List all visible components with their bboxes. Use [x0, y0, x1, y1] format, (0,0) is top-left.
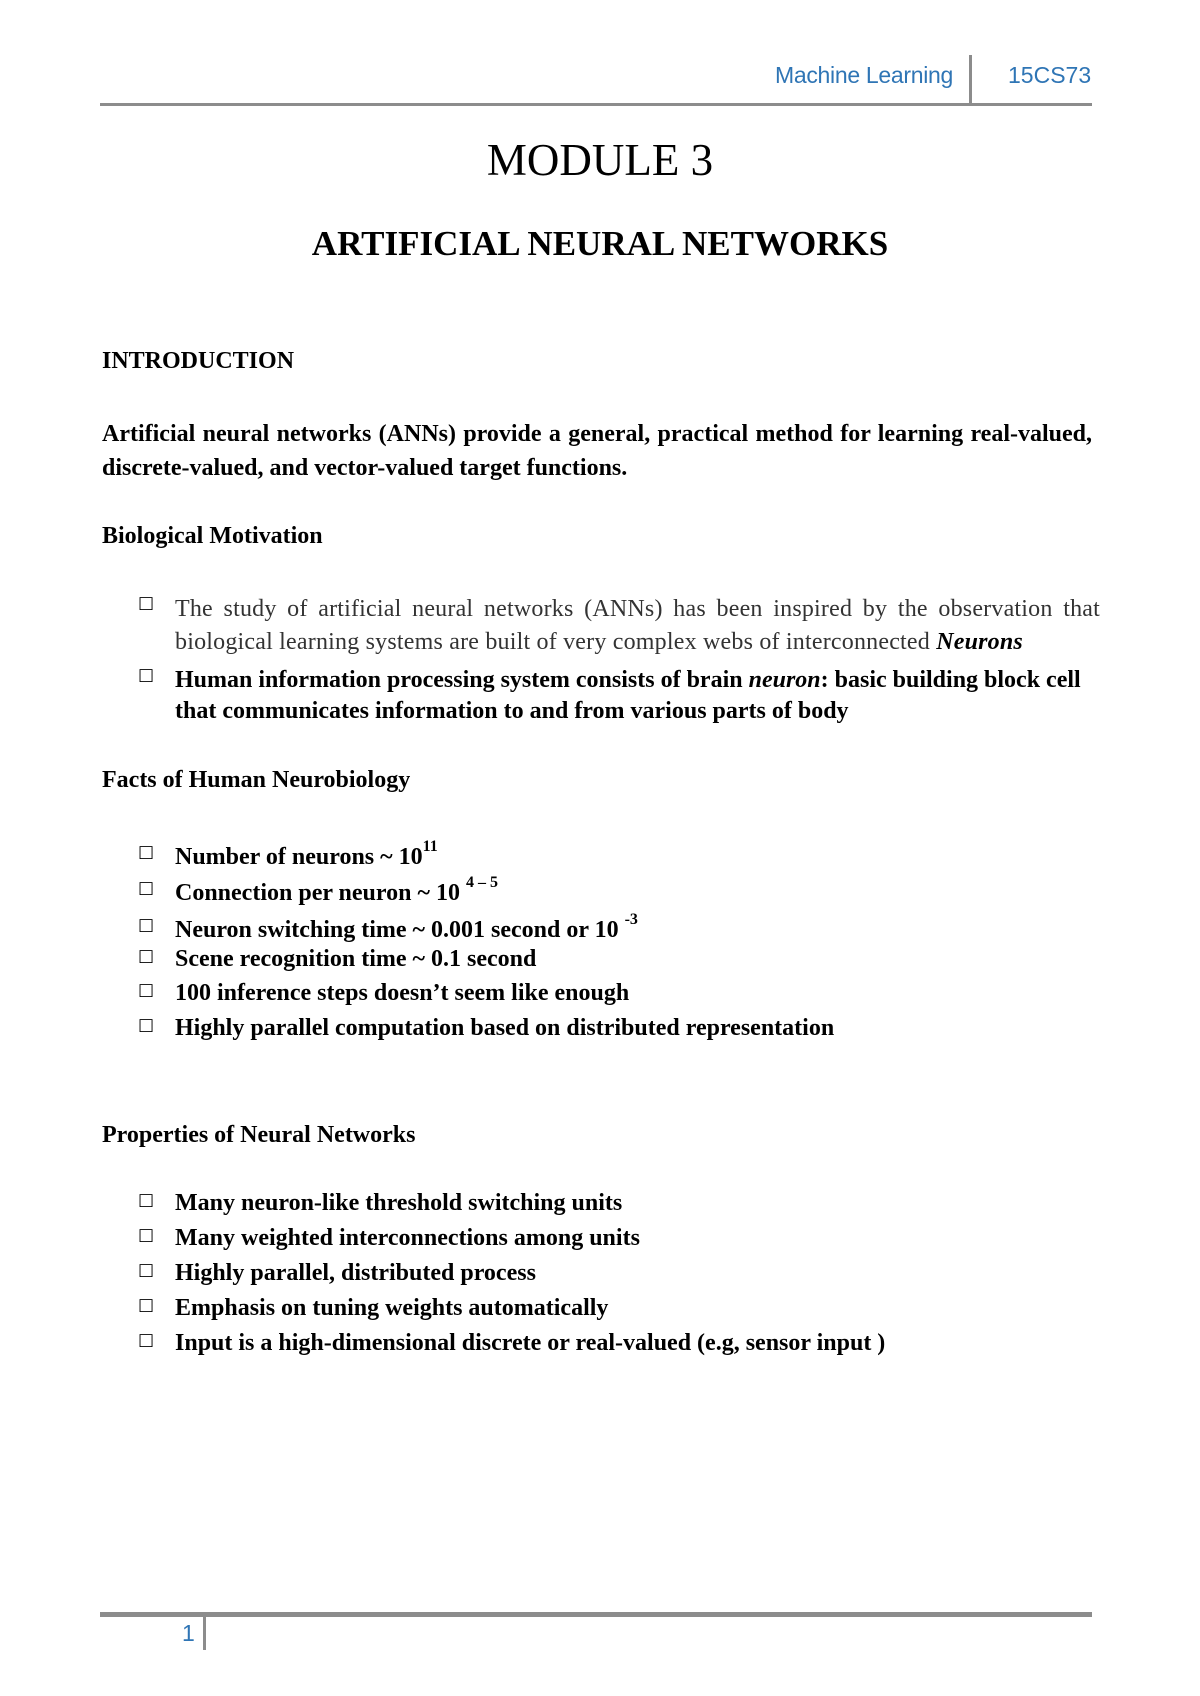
bullet-icon: □	[138, 665, 155, 685]
list-item-text: Highly parallel, distributed process	[175, 1260, 536, 1286]
module-title: MODULE 3	[486, 135, 714, 185]
bullet-icon: □	[138, 1295, 155, 1315]
bullet-icon: □	[138, 980, 155, 1000]
bullet-icon: □	[138, 593, 155, 613]
header-divider	[969, 55, 972, 103]
bullet-icon: □	[138, 1330, 155, 1350]
list-item-text: Connection per neuron ~ 10 $^{4 - 5}$	[175, 874, 498, 906]
list-item-text: Number of neurons ~ $10^{11}$	[175, 838, 438, 870]
properties-heading: Properties of Neural Networks	[102, 1122, 416, 1148]
list-item-text: Highly parallel computation based on distributed representation	[175, 1015, 835, 1041]
list-item-text: Many weighted interconnections among units	[175, 1225, 640, 1251]
facts-heading: Facts of Human Neurobiology	[102, 767, 411, 793]
footer-divider	[203, 1614, 206, 1650]
bullet-icon: □	[138, 1190, 155, 1210]
list-item-text: Input is a high-dimensional discrete or real-valued (e.g, sensor input )	[175, 1330, 886, 1356]
bullet-icon: □	[138, 878, 155, 898]
bullet-icon: □	[138, 915, 155, 935]
chapter-subtitle: ARTIFICIAL NEURAL NETWORKS	[311, 224, 889, 263]
biological-motivation-heading: Biological Motivation	[102, 523, 323, 549]
list-item-text: Neuron switching time ~ 0.001 second or 10 $^{-3}$	[175, 911, 638, 943]
bullet-icon: □	[138, 1225, 155, 1245]
bullet-icon: □	[138, 1015, 155, 1035]
header-rule	[100, 103, 1092, 106]
list-item-text: The study of artificial neural networks (ANNs) has been inspired by the observation that biological learning systems are built of very complex webs of interconnected Neurons	[175, 596, 1100, 655]
introduction-paragraph: Artificial neural networks (ANNs) provide a general, practical method for learning real-valued, discrete-valued, and vector-valued target functions.	[102, 421, 1092, 481]
bullet-icon: □	[138, 946, 155, 966]
bullet-icon: □	[138, 842, 155, 862]
page-number: 1	[182, 1620, 195, 1646]
list-item-text: 100 inference steps doesn’t seem like enough	[175, 980, 630, 1006]
emphasis-neuron: neuron	[748, 667, 821, 693]
list-item-text: Emphasis on tuning weights automatically	[175, 1295, 609, 1321]
bullet-icon: □	[138, 1260, 155, 1280]
list-item-text: Scene recognition time ~ 0.1 second	[175, 946, 537, 972]
header-course-title: Machine Learning	[775, 62, 954, 88]
list-item-text: Human information processing system consists of brain neuron: basic building block cell that communicates information to and from various parts of body	[175, 667, 1081, 724]
list-item-text: Many neuron-like threshold switching units	[175, 1190, 623, 1216]
header-course-code: 15CS73	[1008, 62, 1092, 88]
footer-rule	[100, 1612, 1092, 1617]
introduction-heading: INTRODUCTION	[102, 348, 295, 374]
emphasis-neurons: Neurons	[936, 629, 1023, 655]
